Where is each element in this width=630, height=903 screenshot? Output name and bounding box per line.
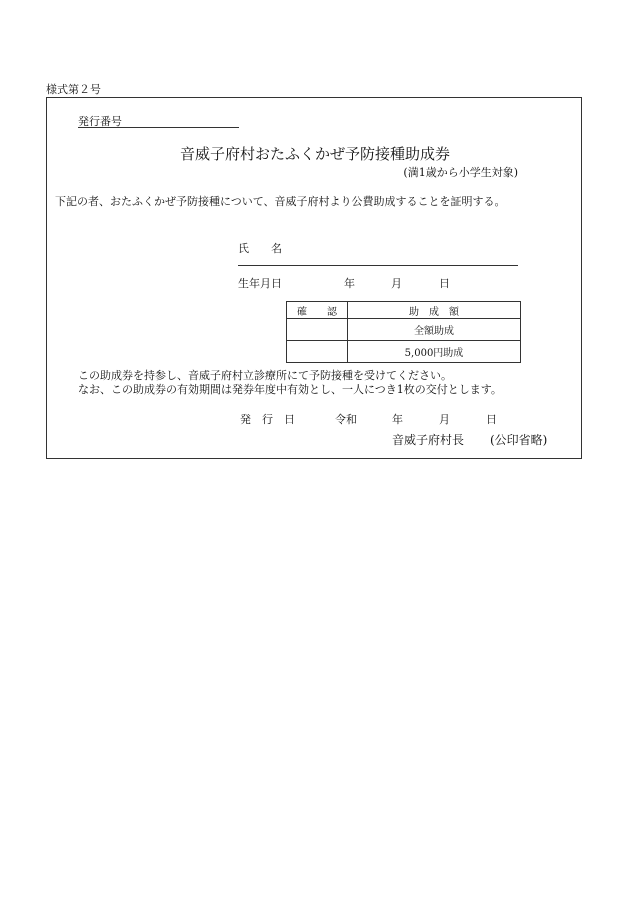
- certification-text: 下記の者、おたふくかぜ予防接種について、音威子府村より公費助成することを証明する。: [55, 195, 506, 208]
- table-row: [287, 319, 521, 341]
- birthdate-row: [238, 275, 450, 291]
- voucher-subtitle: (満1歳から小学生対象): [403, 166, 518, 179]
- issuer: 音威子府村長: [392, 433, 465, 447]
- issue-date-row: [240, 411, 500, 425]
- note-line-1: この助成券を持参し、音威子府村立診療所にて予防接種を受けてください。: [78, 369, 452, 382]
- issue-date-month: 月: [439, 413, 450, 426]
- confirm-cell: [287, 341, 348, 363]
- issue-number-line: [78, 127, 239, 128]
- amount-cell: 5,000円助成: [348, 341, 521, 363]
- table-row: [287, 341, 521, 363]
- amount-cell: 全額助成: [348, 319, 521, 341]
- issue-date-year: 年: [392, 413, 403, 426]
- issue-date-label: 発 行 日: [240, 413, 295, 426]
- issue-number-label: 発行番号: [78, 115, 122, 128]
- form-number: 様式第２号: [46, 83, 101, 96]
- birthdate-month: 月: [391, 277, 402, 290]
- confirm-cell: [287, 319, 348, 341]
- birthdate-label: 生年月日: [238, 277, 282, 290]
- name-line: [238, 265, 518, 266]
- name-label: 氏 名: [238, 242, 282, 255]
- subsidy-table: [286, 301, 521, 363]
- birthdate-day: 日: [439, 277, 450, 290]
- birthdate-year: 年: [344, 277, 355, 290]
- note-line-2: なお、この助成券の有効期間は発券年度中有効とし、一人につき1枚の交付とします。: [78, 383, 502, 396]
- header-amount: 助 成 額: [348, 302, 521, 319]
- voucher-title: 音威子府村おたふくかぜ予防接種助成券: [179, 145, 450, 163]
- issue-date-day: 日: [486, 413, 497, 426]
- header-confirm: 確 認: [287, 302, 348, 319]
- seal-note: (公印省略): [490, 433, 548, 447]
- table-header-row: [287, 302, 521, 319]
- issue-date-era: 令和: [335, 413, 357, 426]
